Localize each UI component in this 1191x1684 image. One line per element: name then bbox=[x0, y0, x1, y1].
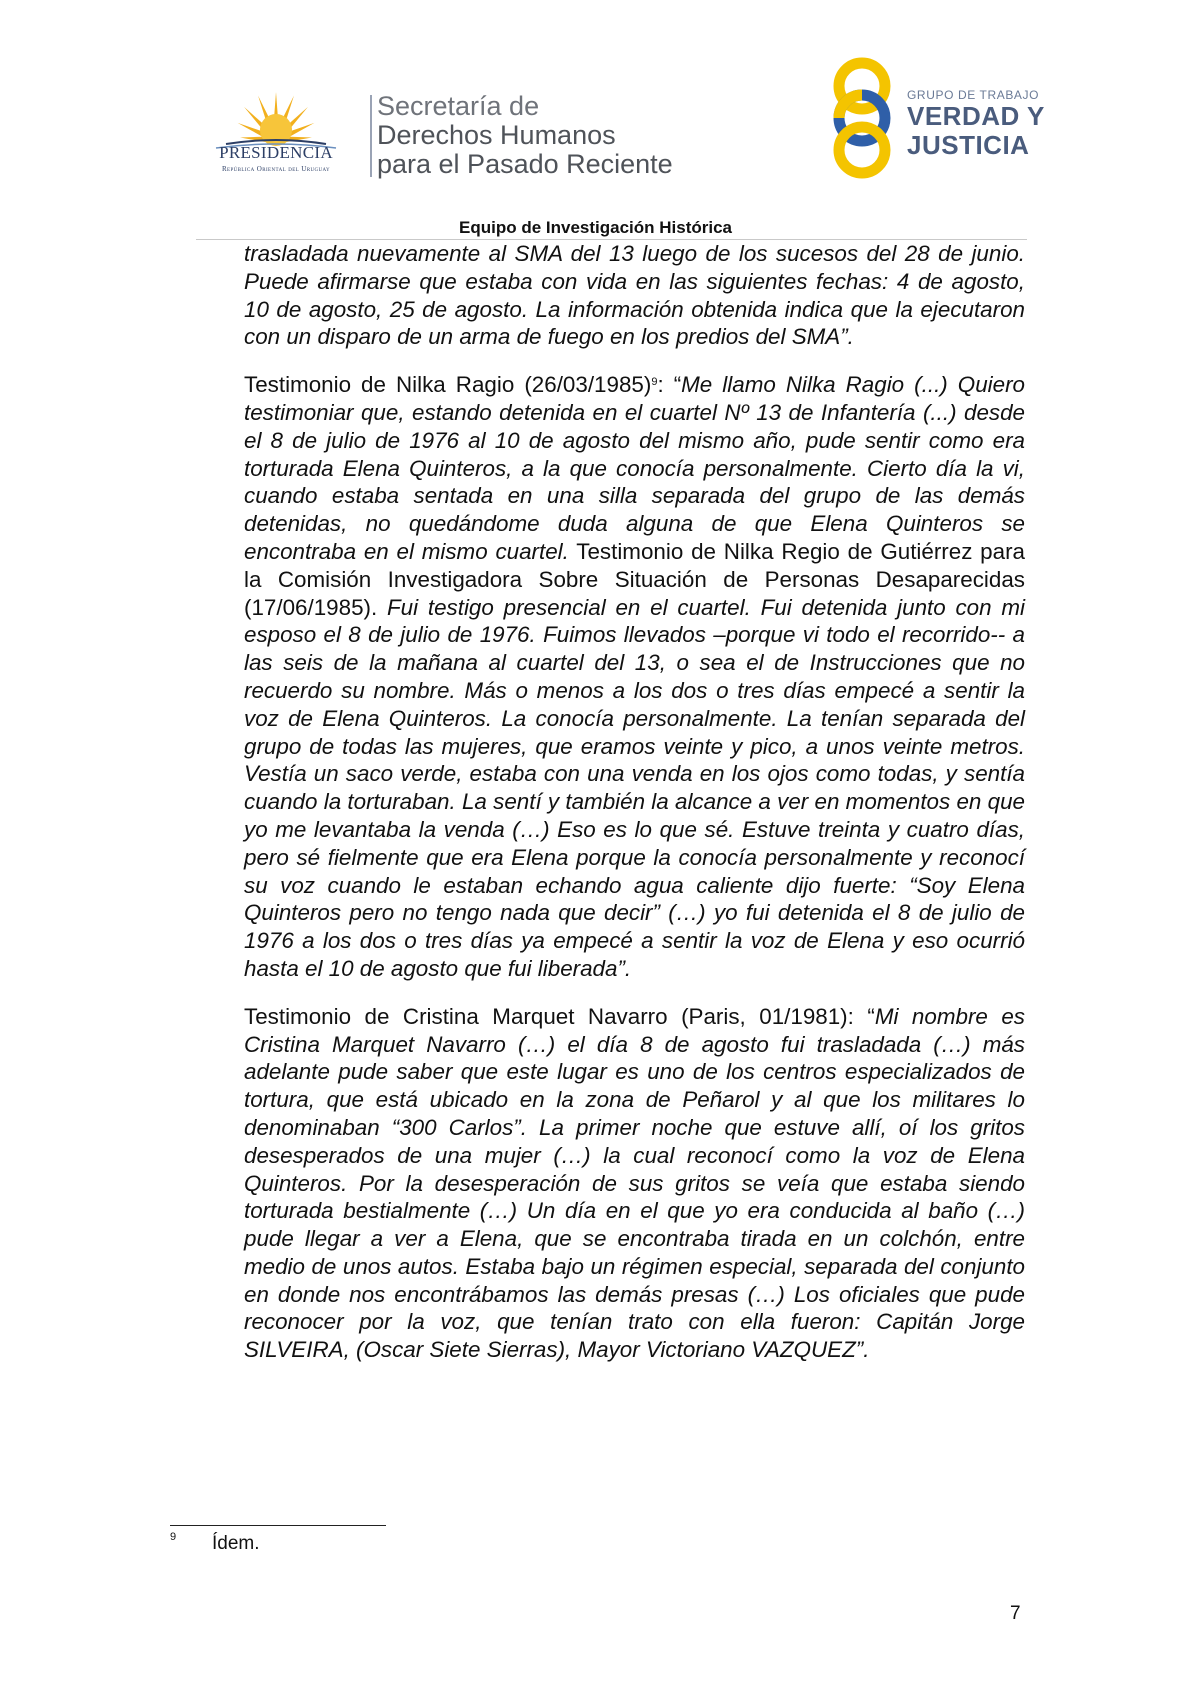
paragraph-2 bbox=[244, 371, 1025, 983]
quote-text: trasladada nuevamente al SMA del 13 luego de los sucesos del 28 de junio. Puede afirmarse que estaba con vida en las siguientes fechas: 4 de agosto, 10 de agosto, 25 de agosto. La información obtenida indica que la ejecutaron con un disparo de un arma de fuego en los predios del SMA”. bbox=[244, 241, 1025, 350]
footnote-text: Ídem. bbox=[212, 1533, 260, 1554]
presidencia-sublabel: República Oriental del Uruguay bbox=[221, 165, 331, 173]
verdad-label: VERDAD Y bbox=[907, 101, 1045, 131]
verdad-justicia-text bbox=[907, 88, 1045, 160]
logo-divider bbox=[370, 95, 372, 177]
quote-text: Fui testigo presencial en el cuartel. Fui detenida junto con mi esposo el 8 de julio de 1976. Fuimos llevados –porque vi todo el recorrido-- a las seis de la mañana al cuartel del 13, o sea el de Instrucciones que no recuerdo su nombre. Más o menos a los dos o tres días empecé a sentir la voz de Elena Quinteros. La conocía personalmente. La tenían separada del grupo de todas las mujeres, que eramos veinte y pico, a unos veinte metros. Vestía un saco verde, estaba con una venda en los ojos como todas, y sentía cuando la torturaban. La sentí y también la alcance a ver en momentos en que yo me levantaba la venda (…) Eso es lo que sé. Estuve treinta y cuatro días, pero sé fielmente que era Elena porque la conocía personalmente y reconocí su voz cuando le estaban echando agua caliente dijo fuerte: “Soy Elena Quinteros pero no tengo nada que decir” (…) yo fui detenida el 8 de julio de 1976 a los dos o tres días ya empecé a sentir la voz de Elena y eso ocurrió hasta el 10 de agosto que fui liberada”. bbox=[244, 594, 1025, 981]
secretaria-line-1: Secretaría de bbox=[377, 91, 540, 121]
footnote-number: 9 bbox=[170, 1531, 177, 1543]
verdad-justicia-rings-logo bbox=[822, 56, 902, 180]
paragraph-3 bbox=[244, 1003, 1025, 1364]
testimony-intro: Testimonio de Cristina Marquet Navarro (Paris, 01/1981): “ bbox=[244, 1003, 875, 1029]
presidencia-sun-logo bbox=[196, 78, 356, 178]
page-number: 7 bbox=[1010, 1603, 1021, 1624]
justicia-label: JUSTICIA bbox=[907, 130, 1030, 160]
secretaria-line-3: para el Pasado Reciente bbox=[377, 149, 673, 179]
quote-text: Me llamo Nilka Ragio (...) Quiero testimoniar que, estando detenida en el cuartel Nº 13 de Infantería (...) desde el 8 de julio de 1976 al 10 de agosto del mismo año, pude sentir como era torturada Elena Quinteros, a la que conocía personalmente. Cierto día la vi, cuando estaba sentada en una silla separada del grupo de las demás detenidas, no quedándome duda alguna de que Elena Quinteros se encontraba en el mismo cuartel. bbox=[244, 372, 1025, 564]
presidencia-label: PRESIDENCIA bbox=[219, 143, 333, 162]
footnote-ref: 9 bbox=[651, 376, 658, 389]
footnote-rule bbox=[170, 1525, 386, 1526]
testimony-intro: Testimonio de Nilka Regio de Gutiérrez para la Comisión Investigadora Sobre Situación de Personas Desaparecidas (17/06/1985). bbox=[244, 538, 1026, 620]
paragraph-1 bbox=[244, 240, 1025, 351]
secretaria-logo-text bbox=[377, 92, 673, 179]
team-title: Equipo de Investigación Histórica bbox=[459, 218, 732, 237]
grupo-label: GRUPO DE TRABAJO bbox=[907, 88, 1040, 102]
quote-text: Mi nombre es Cristina Marquet Navarro (…) el día 8 de agosto fui trasladada (…) más adelante pude saber que este lugar es uno de los centros especializados de tortura, que está ubicado en la zona de Peñarol y al que los militares lo denominaban “300 Carlos”. La primer noche que estuve allí, oí los gritos desesperados de una mujer (…) la cual reconocí como la voz de Elena Quinteros. Por la desesperación de sus gritos se veía que estaba siendo torturada bestialmente (…) Un día en el que yo era conducida al baño (…) pude llegar a ver a Elena, que se encontraba tirada en un colchón, entre medio de unos autos. Estaba bajo un régimen especial, separada del conjunto en donde nos encontrábamos las demás presas (…) Los oficiales que pude reconocer por la voz, que tenían trato con ella fueron: Capitán Jorge SILVEIRA, (Oscar Siete Sierras), Mayor Victoriano VAZQUEZ”. bbox=[244, 1003, 1025, 1363]
secretaria-line-2: Derechos Humanos bbox=[377, 120, 616, 150]
colon-quote: : “ bbox=[657, 372, 682, 398]
document-body bbox=[244, 240, 1025, 1384]
page-header bbox=[0, 0, 1191, 245]
testimony-intro: Testimonio de Nilka Ragio (26/03/1985) bbox=[244, 372, 652, 398]
